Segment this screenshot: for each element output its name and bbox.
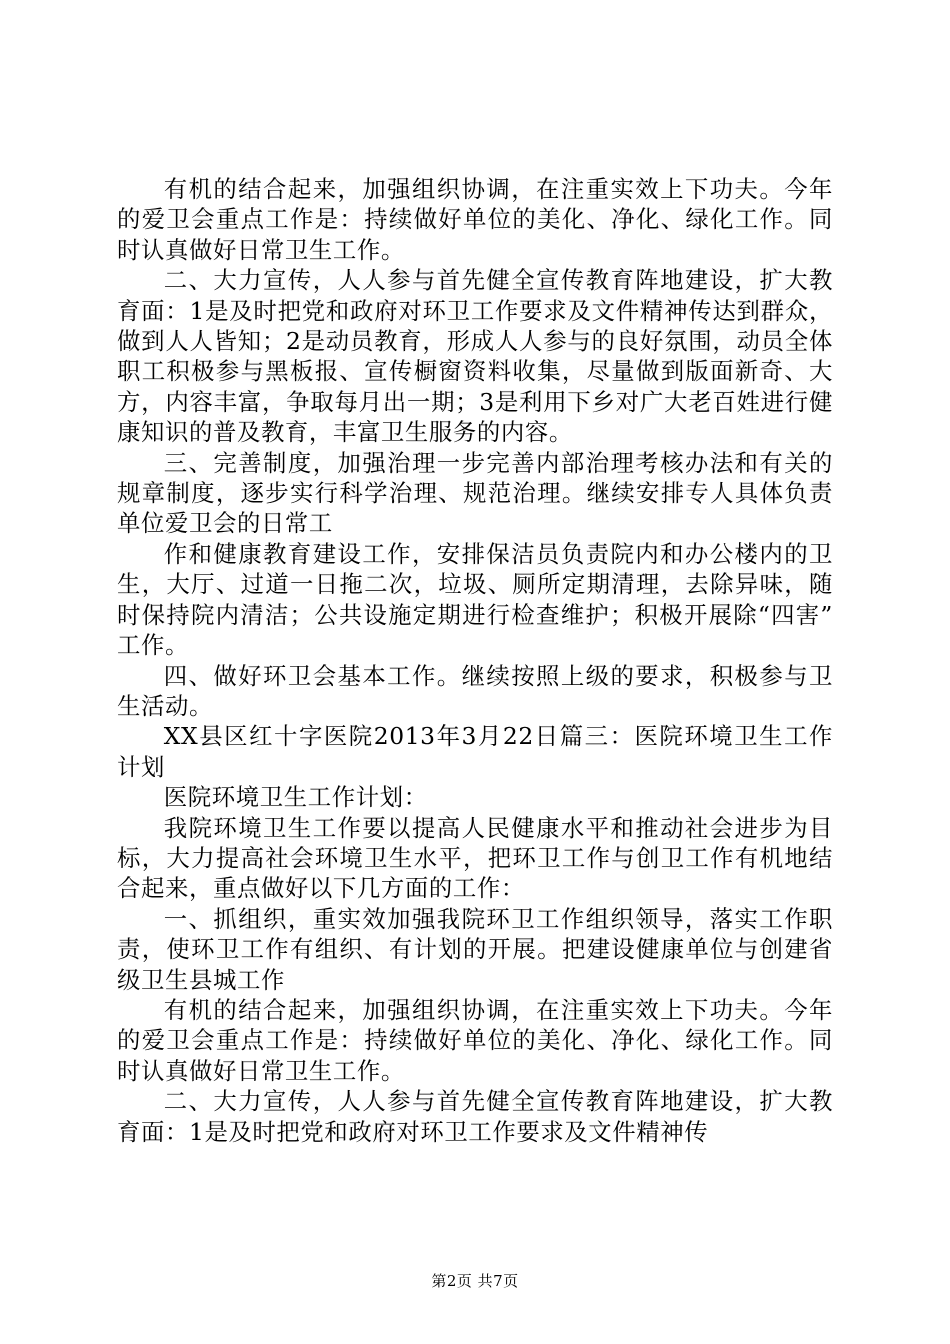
paragraph-1: 有机的结合起来，加强组织协调，在注重实效上下功夫。今年的爱卫会重点工作是：持续做好单位的美化、净化、绿化工作。同时认真做好日常卫生工作。 xyxy=(117,175,833,264)
paragraph-10: 有机的结合起来，加强组织协调，在注重实效上下功夫。今年的爱卫会重点工作是：持续做好单位的美化、净化、绿化工作。同时认真做好日常卫生工作。 xyxy=(117,995,833,1085)
paragraph-4: 作和健康教育建设工作，安排保洁员负责院内和办公楼内的卫生，大厅、过道一日拖二次，垃圾、厕所定期清理，去除异味，随时保持院内清洁；公共设施定期进行检查维护；积极开展除“四害”工作。 xyxy=(117,539,833,660)
paragraph-8: 我院环境卫生工作要以提高人民健康水平和推动社会进步为目标，大力提高社会环境卫生水平，把环卫工作与创卫工作有机地结合起来，重点做好以下几方面的工作： xyxy=(117,813,833,903)
paragraph-6: XX县区红十字医院2013年3月22日篇三：医院环境卫生工作计划 xyxy=(117,722,833,781)
paragraph-5: 四、做好环卫会基本工作。继续按照上级的要求，积极参与卫生活动。 xyxy=(117,661,833,720)
paragraph-2: 二、大力宣传，人人参与首先健全宣传教育阵地建设，扩大教育面：1是及时把党和政府对环卫工作要求及文件精神传达到群众，做到人人皆知；2是动员教育，形成人人参与的良好氛围，动员全体职工积极参与黑板报、宣传橱窗资料收集，尽量做到版面新奇、大方，内容丰富，争取每月出一期；3是利用下乡对广大老百姓进行健康知识的普及教育，丰富卫生服务的内容。 xyxy=(117,266,833,447)
paragraph-9: 一、抓组织，重实效加强我院环卫工作组织领导，落实工作职责，使环卫工作有组织、有计划的开展。把建设健康单位与创建省级卫生县城工作 xyxy=(117,904,833,994)
page-number-footer: 第2页 共7页 xyxy=(431,1272,519,1290)
paragraph-11: 二、大力宣传，人人参与首先健全宣传教育阵地建设，扩大教育面：1是及时把党和政府对环卫工作要求及文件精神传 xyxy=(117,1087,833,1146)
paragraph-3: 三、完善制度，加强治理一步完善内部治理考核办法和有关的规章制度，逐步实行科学治理、规范治理。继续安排专人具体负责单位爱卫会的日常工 xyxy=(117,448,833,538)
paragraph-7: 医院环境卫生工作计划： xyxy=(163,783,428,812)
document-body xyxy=(117,174,833,1147)
